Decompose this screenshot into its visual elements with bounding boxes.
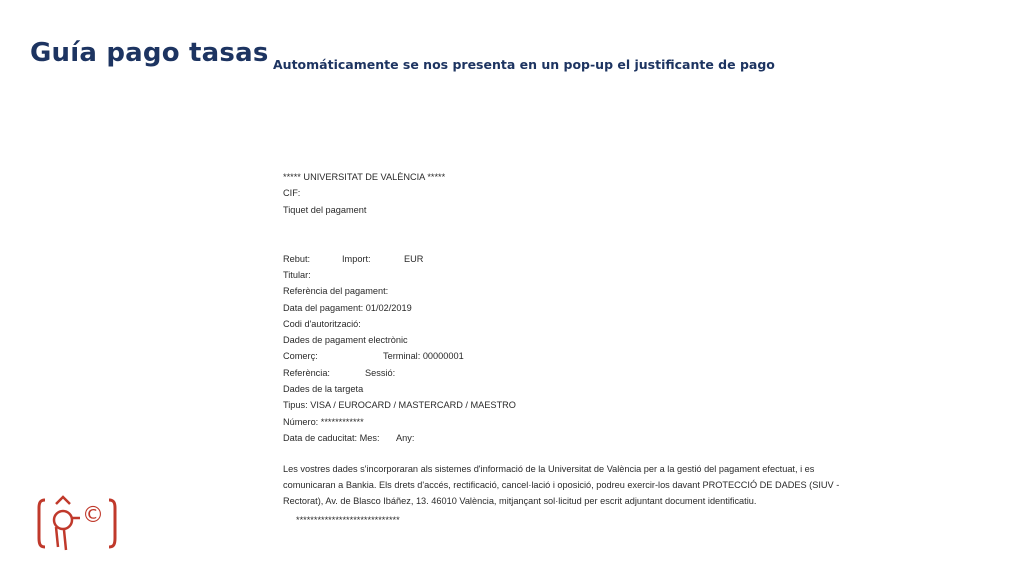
receipt-rebut: Rebut: [283,254,311,264]
receipt-footer-stars: ***************************** [296,515,400,525]
logo-icon [36,494,118,552]
receipt-sessio: Sessió: [365,368,396,378]
receipt-caducitat: Data de caducitat: Mes: [283,433,380,443]
receipt-dades-targeta: Dades de la targeta [283,384,364,394]
receipt-data-pagament: Data del pagament: 01/02/2019 [283,303,412,313]
receipt-referencia: Referència: [283,368,330,378]
receipt-legal-text: Les vostres dades s'incorporaran als sistemes d'informació de la Universitat de València per a la gestió del pagament efectuat, i es comunicaran a Bankia. Els drets d'accés, rectificació, cancel·lació i oposició, podreu exercir-los davant PROTECCIÓ DE DADES (SIUV - Rectorat), Av. de Blasco Ibáñez, 13. 46010 València, mitjançant sol·licitud per escrit adjuntant document identificatiu. [283,464,840,507]
receipt-numero: Número: ************ [283,417,364,427]
page-title: Guía pago tasas [30,38,269,68]
receipt-tipus: Tipus: VISA / EUROCARD / MASTERCARD / MAESTRO [283,400,516,410]
receipt-any: Any: [396,433,415,443]
receipt-ticket: Tiquet del pagament [283,205,367,215]
page-subtitle: Automáticamente se nos presenta en un pop-up el justificante de pago [273,57,775,72]
receipt-currency: EUR [404,254,424,264]
logo-copyright-mark: © [82,503,104,528]
receipt-titular: Titular: [283,270,311,280]
receipt-comerc: Comerç: [283,351,318,361]
logo [36,494,118,552]
receipt-referencia-pagament: Referència del pagament: [283,286,389,296]
receipt-import: Import: [342,254,371,264]
receipt-terminal: Terminal: 00000001 [383,351,464,361]
receipt-university: ***** UNIVERSITAT DE VALÈNCIA ***** [283,172,446,182]
receipt-codi-autoritzacio: Codi d'autorització: [283,319,361,329]
receipt-dades-pagament: Dades de pagament electrònic [283,335,408,345]
receipt-cif: CIF: [283,188,301,198]
